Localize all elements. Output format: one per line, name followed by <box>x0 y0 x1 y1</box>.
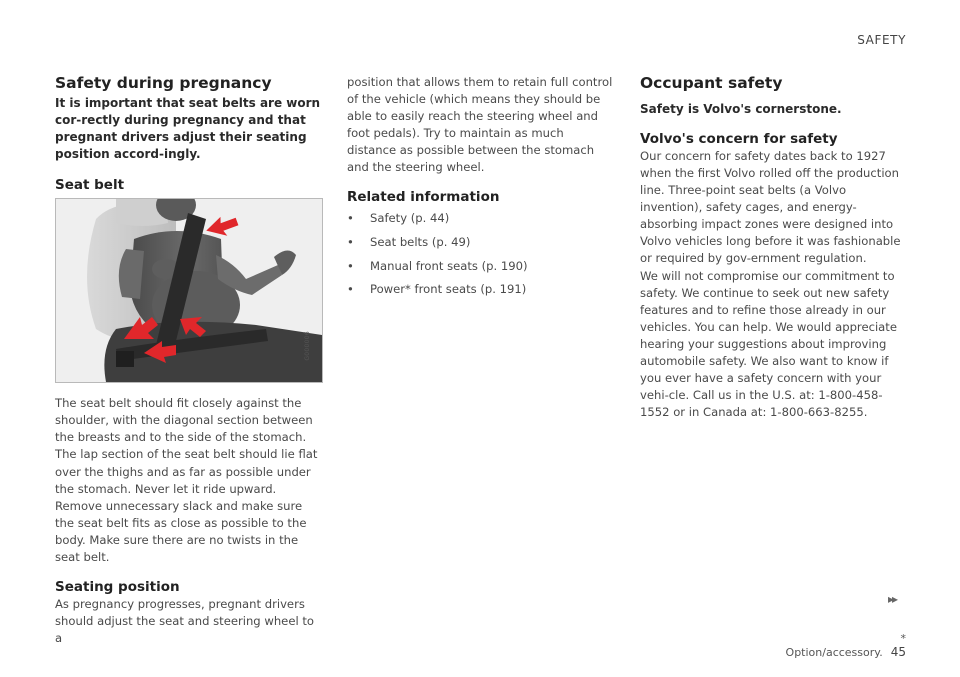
related-link-manual-front-seats[interactable]: Manual front seats (p. 190) <box>370 258 528 273</box>
volvo-concern-heading: Volvo's concern for safety <box>640 131 838 148</box>
volvo-concern-paragraph-2: We will not compromise our commitment to safety. We continue to seek out new safety features and to refine those already in our vehicles. You can help. We would appreciate hearing your suggestions about improving automobile safety. We also want to know if you ever have a safety concern with your vehi-cle. Call us in the U.S. at: 1-800-458-1552 or in Canada at: 1-800-663-8255. <box>640 268 897 419</box>
column-middle <box>347 74 613 305</box>
pregnancy-title: Safety during pregnancy <box>55 74 272 92</box>
bullet: • <box>347 282 354 297</box>
pregnancy-intro: It is important that seat belts are worn cor-rectly during pregnancy and that pregnant drivers adjust their seating position accord-ingly. <box>55 96 321 162</box>
occupant-safety-title: Occupant safety <box>640 74 783 92</box>
related-information-list <box>347 210 613 298</box>
figure-code: G000006 <box>304 330 311 361</box>
related-link-power-front-seats[interactable]: Power* front seats (p. 191) <box>370 282 527 297</box>
illustration-svg <box>56 199 322 382</box>
page-footer <box>780 632 906 659</box>
column-right <box>640 74 912 421</box>
occupant-safety-intro: Safety is Volvo's cornerstone. <box>640 102 842 117</box>
bullet: • <box>347 211 354 226</box>
option-accessory-note: * Option/accessory. <box>785 632 906 659</box>
list-item <box>347 234 613 251</box>
seatbelt-paragraph-1: The seat belt should fit closely against the shoulder, with the diagonal section between the breasts and to the side of the stomach. <box>55 396 313 445</box>
seating-position-paragraph-continued: position that allows them to retain full control of the vehicle (which means they should be able to easily reach the steering wheel and foot pedals). Try to maintain as much distance as possible between the stomach and the steering wheel. <box>347 75 613 175</box>
volvo-concern-paragraph-1: Our concern for safety dates back to 1927 when the first Volvo rolled off the production line. Three-point seat belts (a Volvo invention), safety cages, and energy-absorbing impact zones were designed into Volvo vehicles long before it was fashionable or required by gov-ernment regulation. <box>640 149 901 266</box>
related-link-seat-belts[interactable]: Seat belts (p. 49) <box>370 234 471 249</box>
seating-position-heading: Seating position <box>55 578 180 595</box>
page-number: 45 <box>890 645 906 659</box>
list-item <box>347 258 613 275</box>
next-page-arrows-icon[interactable]: ▸▸ <box>888 592 897 606</box>
related-information-heading: Related information <box>347 189 500 206</box>
bullet: • <box>347 234 354 249</box>
belt-buckle <box>116 351 134 367</box>
bullet: • <box>347 258 354 273</box>
list-item <box>347 210 613 227</box>
seating-position-paragraph: As pregnancy progresses, pregnant drivers should adjust the seat and steering wheel to a <box>55 596 314 645</box>
column-left <box>55 74 323 647</box>
pregnancy-seatbelt-illustration <box>55 198 323 383</box>
related-link-safety[interactable]: Safety (p. 44) <box>370 211 450 226</box>
left-arm <box>119 249 144 299</box>
seatbelt-paragraph-2: The lap section of the seat belt should lie flat over the thighs and as far as possible under the stomach. Never let it ride upward. Remove unnecessary slack and make sure the seat belt fits as close as possible to the body. Make sure there are no twists in the seat belt. <box>55 447 318 564</box>
section-header: SAFETY <box>857 33 906 47</box>
list-item <box>347 281 613 298</box>
seatbelt-heading: Seat belt <box>55 176 125 193</box>
